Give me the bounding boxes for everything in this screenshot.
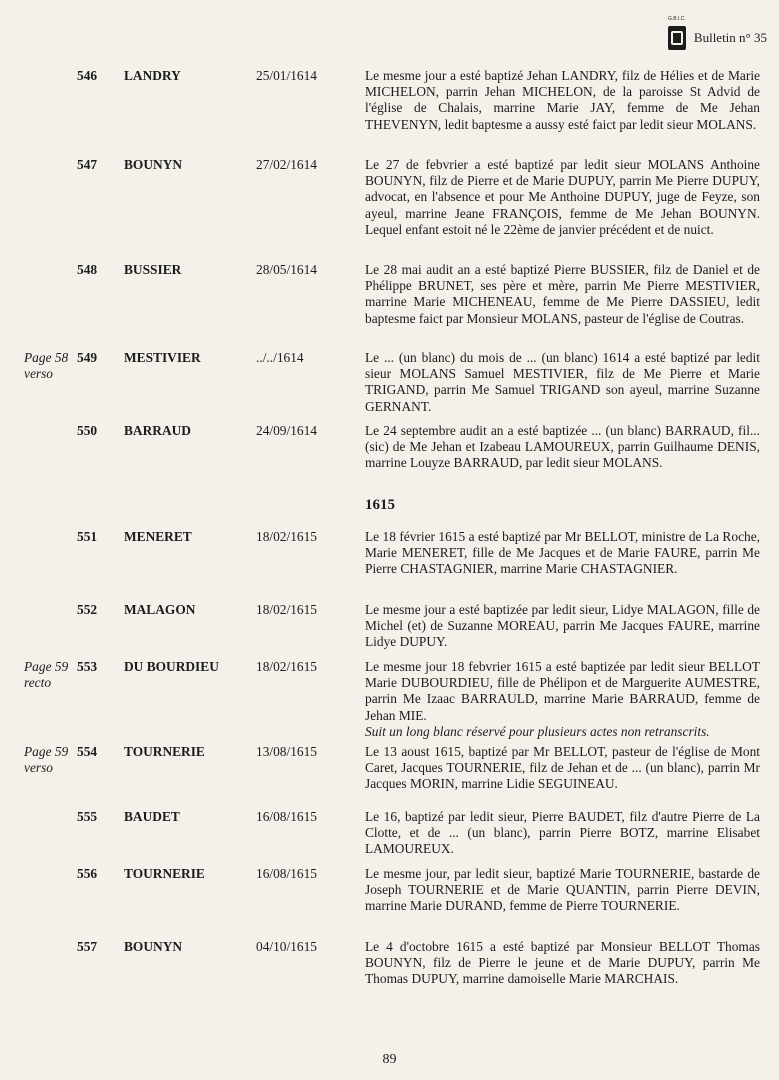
entry-surname: TOURNERIE — [124, 866, 205, 881]
year-heading: 1615 — [365, 497, 395, 513]
entry-number: 556 — [77, 866, 98, 881]
entry-date: ../../1614 — [256, 350, 304, 365]
entry-surname: DU BOURDIEU — [124, 659, 219, 674]
entry-number: 553 — [77, 659, 98, 674]
entry-text: Le 24 septembre audit an a esté baptizée ... (un blanc) BARRAUD, fil... (sic) de Me Jehan et Izabeau LAMOUREUX, parrin Guilhaume DENIS, marrine Louyze BARRAUD, par ledit sieur MOLANS. — [365, 423, 760, 471]
editor-note: Suit un long blanc réservé pour plusieurs actes non retranscrits. — [365, 723, 710, 739]
gbic-logo-icon: G.B.I.C. — [666, 16, 688, 50]
entry-text: Le mesme jour, par ledit sieur, baptizé Marie TOURNERIE, bastarde de Joseph TOURNERIE et de Marie QUANTIN, parrin Pierre DEVIN, marrine Marie DURAND, femme de Pierre TOURNERIE. — [365, 866, 760, 914]
entry-body: Le mesme jour 18 febvrier 1615 a esté baptizée par ledit sieur BELLOT Marie DUBOURDIEU, fille de Phélipon et de Marguerite AUMESTRE, parrin Me Izaac BARRAULD, marrine Marie BARRAUD, femme de Jehan MIE. — [365, 659, 760, 723]
page-number: 89 — [382, 1052, 397, 1067]
entry-number: 550 — [77, 423, 98, 438]
entry-surname: BARRAUD — [124, 423, 191, 438]
entry-text: Le 28 mai audit an a esté baptizé Pierre BUSSIER, filz de Daniel et de Phélippe BRUNET, ses père et mère, parrin Me Pierre MESTIVIER, marrine Marie MICHENEAU, femme de Me Pierre DASSIEU, ledit baptesme faict par Monsieur MOLANS, pasteur de l'église de Coutras. — [365, 262, 760, 326]
entry-surname: MALAGON — [124, 602, 196, 617]
entry-surname: BAUDET — [124, 809, 180, 824]
entry-text: Le 27 de febvrier a esté baptizé par ledit sieur MOLANS Anthoine BOUNYN, filz de Pierre et de Marie DUPUY, parrin Me Pierre DUPUY, advocat, en l'absence et pour Me Anthoine DUPUY, juge de Feyze, son ayeul, marrine Jeane FRANÇOIS, femme de Me Jehan BOUNYN. Lequel enfant estoit né le 22ème de janvier précédent et de nuict. — [365, 157, 760, 237]
entry-number: 548 — [77, 262, 98, 277]
entry-text: Le 18 février 1615 a esté baptizé par Mr BELLOT, ministre de La Roche, Marie MENERET, fille de Me Jacques et de Marie FAURE, parrin Me Pierre CHASTAGNIER, marrine Marie CHASTAGNIER. — [365, 529, 760, 577]
entry-date: 16/08/1615 — [256, 866, 318, 881]
entry-date: 27/02/1614 — [256, 157, 318, 172]
entry-date: 28/05/1614 — [256, 262, 318, 277]
entry-surname: MENERET — [124, 529, 192, 544]
entry-date: 18/02/1615 — [256, 659, 318, 674]
entry-number: 546 — [77, 68, 98, 83]
page-reference: Page 59 verso — [24, 744, 69, 776]
entry-surname: BUSSIER — [124, 262, 182, 277]
entry-text — [365, 659, 760, 740]
entry-date: 16/08/1615 — [256, 809, 318, 824]
entry-surname: BOUNYN — [124, 157, 183, 172]
entry-surname: LANDRY — [124, 68, 181, 83]
page-header — [666, 10, 767, 50]
entry-date: 25/01/1614 — [256, 68, 318, 83]
entry-number: 557 — [77, 939, 98, 954]
entry-text: Le 4 d'octobre 1615 a esté baptizé par Monsieur BELLOT Thomas BOUNYN, filz de Pierre le jeune et de Marie DUPUY, parrin Me Thomas DUPUY, marrine damoiselle Marie MARCHAIS. — [365, 939, 760, 987]
entry-date: 24/09/1614 — [256, 423, 318, 438]
entry-date: 18/02/1615 — [256, 529, 318, 544]
page-reference: Page 59 recto — [24, 659, 69, 691]
entry-number: 549 — [77, 350, 98, 365]
entry-number: 555 — [77, 809, 98, 824]
entry-surname: TOURNERIE — [124, 744, 205, 759]
entry-text: Le mesme jour a esté baptizé Jehan LANDRY, filz de Hélies et de Marie MICHELON, parrin Jehan MICHELON, de la paroisse St Advid de l'église de Chalais, marrine Marie JAY, femme de Me Jehan THEVENYN, ledit baptesme a aussy esté faict par ledit sieur MOLANS. — [365, 68, 760, 132]
entry-surname: MESTIVIER — [124, 350, 201, 365]
entry-date: 13/08/1615 — [256, 744, 318, 759]
entry-text: Le mesme jour a esté baptizée par ledit sieur, Lidye MALAGON, fille de Michel (et) de Suzanne MOREAU, parrin Me Jacques FAURE, marrine Lidye DUPUY. — [365, 602, 760, 650]
entry-surname: BOUNYN — [124, 939, 183, 954]
entry-text: Le 13 aoust 1615, baptizé par Mr BELLOT, pasteur de l'église de Mont Caret, Jacques TOURNERIE, filz de Jehan et de ... (un blanc), parrin Mr Jacques MORIN, marrine Lidie SEGUINEAU. — [365, 744, 760, 792]
entry-text: Le ... (un blanc) du mois de ... (un blanc) 1614 a esté baptizé par ledit sieur MOLANS Samuel MESTIVIER, filz de Me Pierre et Marie TRIGAND, parrin Me Samuel TRIGAND son ayeul, marrine Suzanne GERNANT. — [365, 350, 760, 414]
entry-number: 547 — [77, 157, 98, 172]
bulletin-title: Bulletin n° 35 — [693, 30, 767, 45]
entry-number: 552 — [77, 602, 98, 617]
entry-date: 04/10/1615 — [256, 939, 318, 954]
entry-number: 554 — [77, 744, 98, 759]
page-reference: Page 58 verso — [24, 350, 69, 382]
entry-date: 18/02/1615 — [256, 602, 318, 617]
entry-number: 551 — [77, 529, 98, 544]
entry-text: Le 16, baptizé par ledit sieur, Pierre BAUDET, filz d'autre Pierre de La Clotte, et de ... (un blanc), parrin Pierre BOTZ, marrine Elisabet LAMOUREUX. — [365, 809, 760, 857]
